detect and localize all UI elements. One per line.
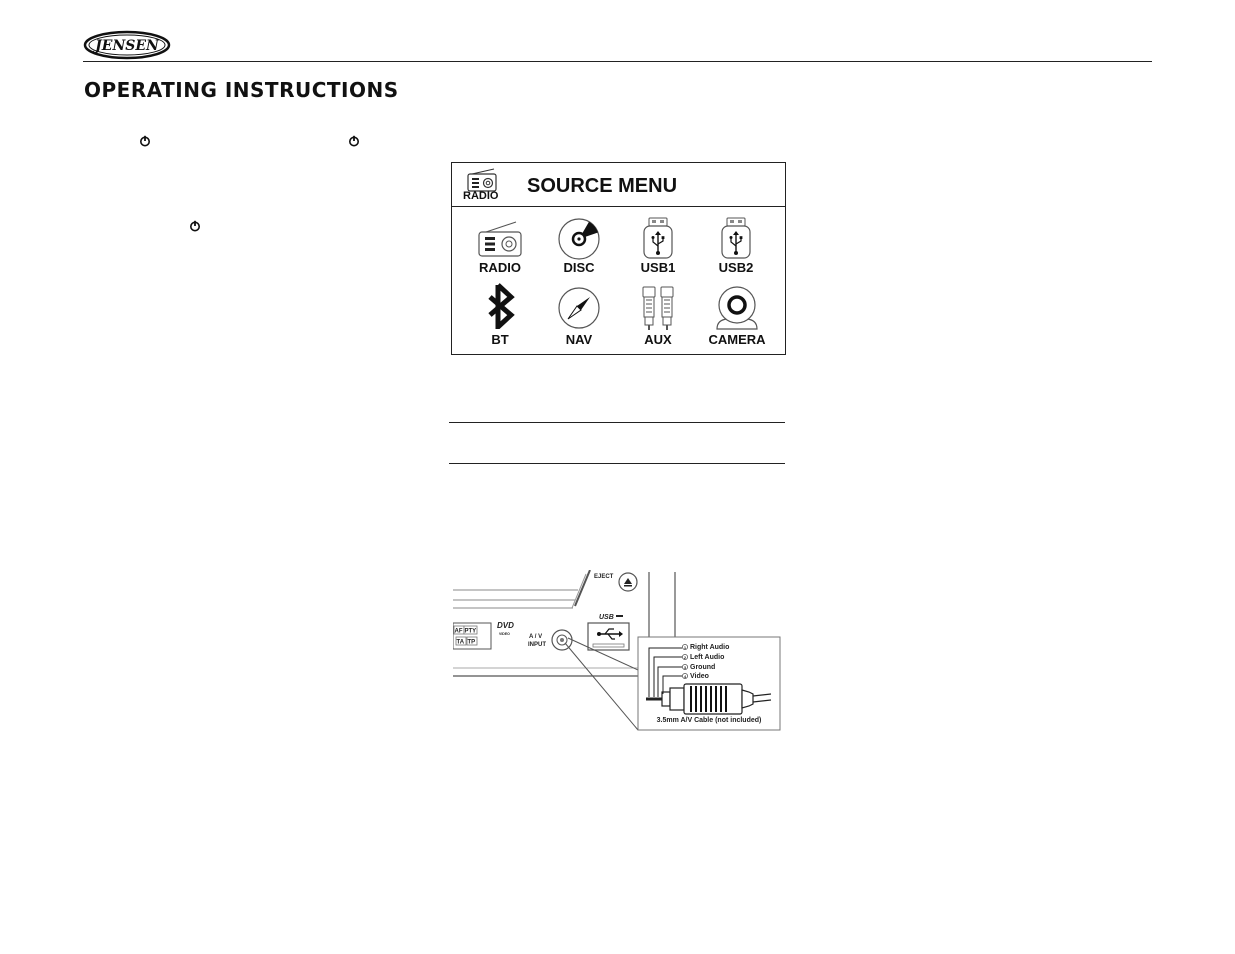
panel-button-ta: TA <box>456 639 465 646</box>
av-input-label-1: A / V <box>529 634 543 640</box>
panel-button-af: AF <box>454 628 463 635</box>
source-menu-header <box>452 163 785 207</box>
note-rule-bottom <box>449 463 785 464</box>
camera-icon <box>711 286 763 330</box>
jensen-logo <box>83 30 171 60</box>
header-rule <box>83 61 1152 62</box>
source-camera-button[interactable] <box>697 286 777 356</box>
usb-port-label: USB <box>599 614 614 621</box>
eject-label: EJECT <box>594 574 614 580</box>
source-usb2-button[interactable] <box>696 216 776 286</box>
note-rule-top <box>449 422 785 423</box>
header-radio-label: RADIO <box>463 190 499 202</box>
source-label: USB2 <box>718 260 754 275</box>
dvd-logo: DVD <box>497 621 514 630</box>
source-label: USB1 <box>640 260 676 275</box>
callout-number-2: 2 <box>683 655 687 660</box>
compass-icon <box>557 287 601 329</box>
callout-number-3: 3 <box>683 665 687 670</box>
callout-number-1: 1 <box>683 645 687 650</box>
callout-right-audio: Right Audio <box>690 644 730 651</box>
callout-ground: Ground <box>690 664 716 671</box>
dvd-sub-label: VIDEO <box>499 632 510 636</box>
disc-icon <box>557 218 601 260</box>
source-label: CAMERA <box>708 332 766 347</box>
usb-drive-icon <box>719 216 753 260</box>
av-input-label-2: INPUT <box>528 642 546 648</box>
source-nav-button[interactable] <box>539 287 619 357</box>
logo-text: JENSEN <box>95 38 159 54</box>
av-input-illustration <box>453 570 785 732</box>
section-title: OPERATING INSTRUCTIONS <box>84 78 399 102</box>
source-menu-panel <box>451 162 786 355</box>
power-icon <box>348 135 360 147</box>
panel-button-pty: PTY <box>464 628 477 635</box>
source-label: NAV <box>565 332 593 347</box>
source-label: RADIO <box>479 260 521 275</box>
callout-left-audio: Left Audio <box>690 654 725 661</box>
usb-drive-icon <box>641 216 675 260</box>
source-bt-button[interactable] <box>460 283 540 353</box>
source-label: AUX <box>644 332 672 347</box>
radio-icon <box>466 168 498 192</box>
source-label: BT <box>491 332 509 347</box>
bluetooth-icon <box>485 283 515 329</box>
power-icon <box>139 135 151 147</box>
source-label: DISC <box>563 260 595 275</box>
source-menu-title: SOURCE MENU <box>527 175 678 197</box>
aux-cable-icon <box>638 285 678 331</box>
source-radio-button[interactable] <box>460 218 540 288</box>
source-aux-button[interactable] <box>618 285 698 355</box>
source-usb1-button[interactable] <box>618 216 698 286</box>
callout-video: Video <box>690 673 709 680</box>
power-icon <box>189 220 201 232</box>
source-disc-button[interactable] <box>539 218 619 288</box>
radio-icon <box>476 218 524 258</box>
panel-button-tp: TP <box>467 639 476 646</box>
cable-caption: 3.5mm A/V Cable (not included) <box>656 717 762 724</box>
callout-number-4: 4 <box>683 674 687 679</box>
